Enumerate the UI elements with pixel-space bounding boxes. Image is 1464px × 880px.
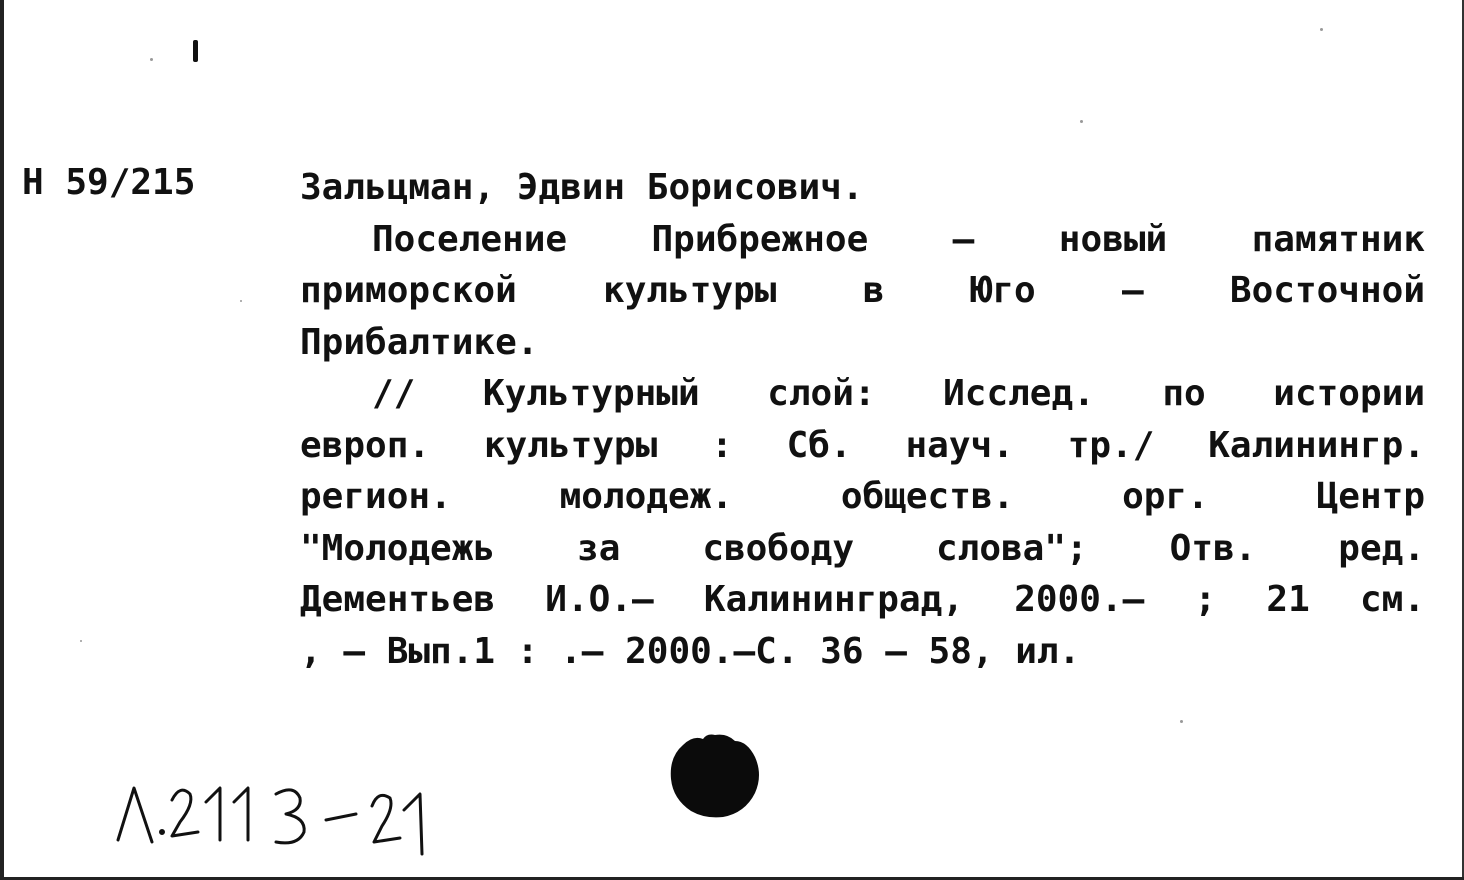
title-line-1: Поселение Прибрежное – новый памятник	[372, 218, 1425, 260]
speck	[240, 300, 242, 302]
source-line-3: регион. молодеж. обществ. орг. Центр	[300, 476, 1425, 517]
tick-mark	[193, 40, 198, 62]
source-line-2: европ. культуры : Сб. науч. тр./ Калинингр.	[300, 424, 1425, 466]
title-line-2: приморской культуры в Юго – Восточной	[300, 270, 1425, 311]
shelfmark: Н 59/215	[22, 162, 196, 203]
speck	[1180, 720, 1183, 723]
source-line-4: "Молодежь за свободу слова"; Отв. ред.	[300, 527, 1425, 569]
bibliographic-entry	[300, 162, 1425, 677]
author-line: Зальцман, Эдвин Борисович.	[300, 167, 864, 208]
title-line-3: Прибалтике.	[300, 321, 539, 363]
speck	[1320, 28, 1323, 31]
speck	[80, 640, 82, 642]
card-left-border	[0, 0, 4, 880]
source-line-5: Дементьев И.О.– Калининград, 2000.– ; 21 см.	[300, 579, 1425, 620]
source-line-6: , – Вып.1 : .– 2000.–С. 36 – 58, ил.	[300, 630, 1081, 672]
punch-hole	[665, 727, 765, 827]
source-line-1: // Культурный слой: Исслед. по истории	[372, 373, 1425, 414]
handwritten-accession-number	[110, 770, 490, 860]
speck	[1080, 120, 1083, 123]
speck	[150, 58, 153, 61]
